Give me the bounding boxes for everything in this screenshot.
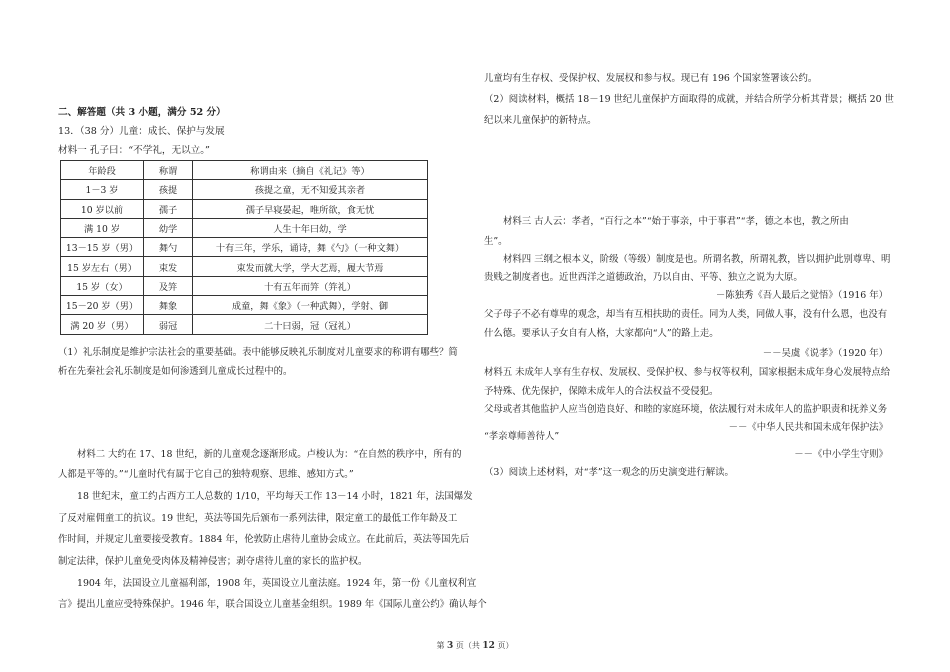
material-2-line: 18 世纪末，童工约占西方工人总数的 1/10，平均每天工作 13－14 小时，1821 年，法国爆发 — [77, 491, 473, 502]
wuyu-quote-line: 什么德。要承认子女自有人格，大家都向“人”的路上走。 — [484, 328, 719, 339]
material-1-title: 材料一 孔子曰：“不学礼，无以立。” — [58, 145, 210, 156]
table-cell: 弱冠 — [144, 315, 193, 334]
question-2-line: 纪以来儿童保护的新特点。 — [484, 115, 597, 126]
question-3-line: （3）阅读上述材料，对“孝”这一观念的历史演变进行解读。 — [484, 467, 734, 478]
material-5-source: －－《中小学生守则》 — [794, 449, 888, 460]
table-cell: 幼学 — [144, 218, 193, 237]
table-cell: 束发而就大学，学大艺焉，履大节焉 — [193, 257, 428, 276]
table-cell: 束发 — [144, 257, 193, 276]
table-cell: 十有五年而笄（笄礼） — [193, 276, 428, 295]
material-4-line: 贵贱之制度者也。近世西洋之道德政治，乃以自由、平等、独立之说为大原。 — [484, 272, 803, 283]
page-footer — [0, 640, 950, 651]
table-row — [61, 315, 428, 334]
material-4-line: 材料四 三纲之根本义，阶级（等级）制度是也。所谓名教，所谓礼教，皆以拥护此别尊卑、明 — [503, 254, 891, 265]
material-2-line: 言》提出儿童应受特殊保护。1946 年，联合国设立儿童基金组织。1989 年《国际儿童公约》确认每个 — [58, 599, 487, 610]
material-3-line: 生”。 — [484, 236, 508, 247]
table-row — [61, 276, 428, 295]
table-cell: 及笄 — [144, 276, 193, 295]
material-5-line: 材料五 未成年人享有生存权、发展权、受保护权、参与权等权利，国家根据未成年身心发展特点给 — [484, 367, 891, 378]
table-cell: 15 岁左右（男） — [61, 257, 144, 276]
material-3-line: 材料三 古人云：孝者，“百行之本”“始于事亲，中于事君”“孝，德之本也，教之所由 — [503, 216, 849, 227]
wuyu-quote-line: 父子母子不必有尊卑的观念，却当有互相扶助的责任。同为人类，同做人事，没有什么恩，也没有 — [484, 309, 888, 320]
table-header: 称谓 — [144, 161, 193, 180]
table-cell: 孩提之童，无不知爱其亲者 — [193, 180, 428, 199]
table-cell: 人生十年曰幼，学 — [193, 218, 428, 237]
table-header-row — [61, 161, 428, 180]
table-cell: 13－15 岁（男） — [61, 238, 144, 257]
table-row — [61, 199, 428, 218]
material-5-line: 父母或者其他监护人应当创造良好、和睦的家庭环境，依法履行对未成年人的监护职责和抚养义务 — [484, 404, 888, 415]
footer-suffix: 页） — [494, 641, 514, 650]
footer-mid: 页（共 — [453, 641, 483, 650]
table-header: 称谓由来（摘自《礼记》等） — [193, 161, 428, 180]
question-1-line: （1）礼乐制度是维护宗法社会的重要基础。表中能够反映礼乐制度对儿童要求的称谓有哪些？简 — [58, 347, 458, 358]
material-2-line: 作时间，并规定儿童要接受教育。1884 年，伦敦防止虐待儿童协会成立。在此前后，英法等国先后 — [58, 534, 470, 545]
table-cell: 15－20 岁（男） — [61, 296, 144, 315]
table-cell: 满 10 岁 — [61, 218, 144, 237]
section-title: 二、解答题（共 3 小题，满分 52 分） — [58, 107, 226, 118]
material-5-line: 予特殊、优先保护，保障未成年人的合法权益不受侵犯。 — [484, 386, 719, 397]
table-cell: 二十曰弱，冠（冠礼） — [193, 315, 428, 334]
title-table — [60, 160, 428, 335]
table-cell: 1－3 岁 — [61, 180, 144, 199]
material-2-line: 人都是平等的。”“儿童时代有属于它自己的独特观察、思维、感知方式。” — [58, 469, 354, 480]
footer-page-number: 3 — [447, 641, 454, 651]
material-5-line: “孝亲尊师善待人” — [484, 431, 560, 442]
table-cell: 孺子 — [144, 199, 193, 218]
table-row — [61, 180, 428, 199]
table-cell: 孩提 — [144, 180, 193, 199]
table-row — [61, 257, 428, 276]
table-header: 年龄段 — [61, 161, 144, 180]
table-row — [61, 218, 428, 237]
material-4-source: －陈独秀《吾人最后之觉悟》（1916 年） — [715, 290, 888, 301]
convention-line: 儿童均有生存权、受保护权、发展权和参与权。现已有 196 个国家签署该公约。 — [484, 73, 818, 84]
table-row — [61, 296, 428, 315]
table-cell: 舞象 — [144, 296, 193, 315]
table-cell: 成童，舞《象》（一种武舞），学射、御 — [193, 296, 428, 315]
footer-prefix: 第 — [436, 641, 448, 650]
material-2-line: 制定法律，保护儿童免受肉体及精神侵害；剥夺虐待儿童的家长的监护权。 — [58, 556, 368, 567]
table-cell: 15 岁（女） — [61, 276, 144, 295]
footer-total-pages: 12 — [482, 641, 495, 651]
table-cell: 舞勺 — [144, 238, 193, 257]
material-2-line: 1904 年，法国设立儿童福利部，1908 年，英国设立儿童法庭。1924 年，第一份《儿童权利宣 — [77, 578, 477, 589]
material-2-line: 了反对雇佣童工的抗议。19 世纪，英法等国先后颁布一系列法律，限定童工的最低工作年龄及工 — [58, 513, 458, 524]
question-2-line: （2）阅读材料，概括 18－19 世纪儿童保护方面取得的成就，并结合所学分析其背景；概括 20 世 — [484, 94, 894, 105]
table-cell: 孺子早寝晏起，唯所欲，食无忧 — [193, 199, 428, 218]
table-cell: 10 岁以前 — [61, 199, 144, 218]
question-13-title: 13．（38 分）儿童：成长、保护与发展 — [58, 126, 225, 137]
material-5-source: －－《中华人民共和国未成年保护法》 — [728, 422, 888, 433]
material-2-line: 材料二 大约在 17、18 世纪，新的儿童观念逐渐形成。卢梭认为：“在自然的秩序中，所有的 — [77, 449, 462, 460]
question-1-line: 析在先秦社会礼乐制度是如何渗透到儿童成长过程中的。 — [58, 366, 293, 377]
table-cell: 十有三年，学乐，诵诗，舞《勺》（一种文舞） — [193, 238, 428, 257]
table-row — [61, 238, 428, 257]
wuyu-source: －－吴虞《说孝》（1920 年） — [762, 348, 888, 359]
table-cell: 满 20 岁（男） — [61, 315, 144, 334]
